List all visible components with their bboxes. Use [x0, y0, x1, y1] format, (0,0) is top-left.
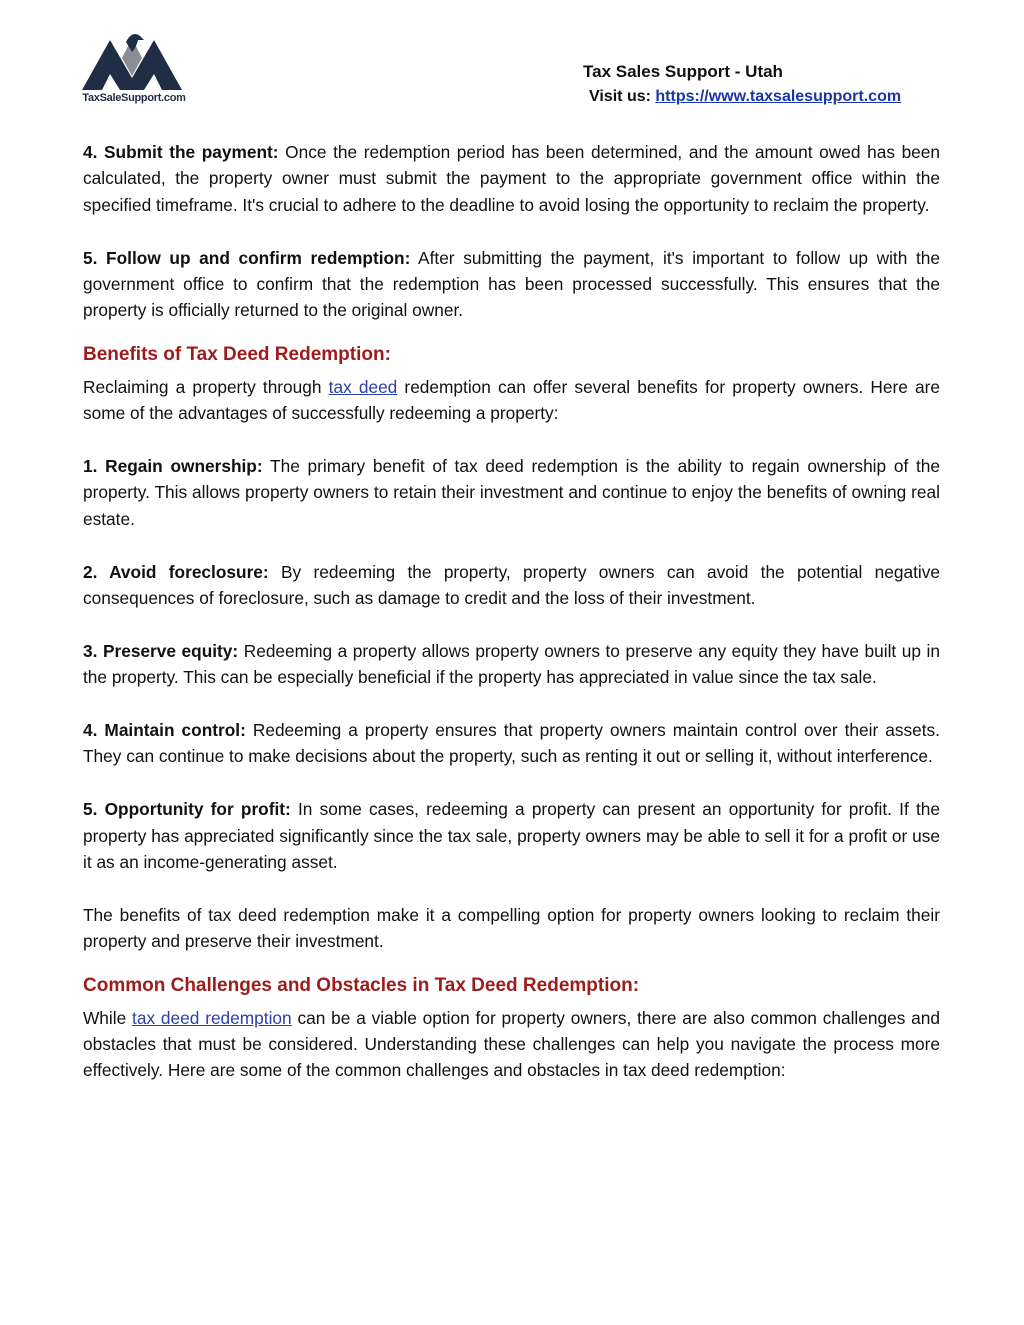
benefit-item: 5. Opportunity for profit: In some cases, redeeming a property can present an opportunity for profit. If the property has appreciated significantly since the tax sale, property owners may be able to sell it for a profit or use it as an income-generating asset.	[83, 799, 940, 873]
header-visit	[589, 88, 941, 106]
step-4-paragraph: 4. Submit the payment: Once the redemption period has been determined, and the amount owed has been calculated, the property owner must submit the payment to the appropriate government office within the specified timeframe. It's crucial to adhere to the deadline to avoid losing the opportunity to reclaim the property.	[83, 142, 941, 215]
step-label: 5. Follow up and confirm redemption:	[83, 247, 411, 268]
eagle-mountain-logo-icon	[82, 30, 186, 92]
benefit-item: 4. Maintain control: Redeeming a property ensures that property owners maintain control over their assets. They can continue to make decisions about the property, such as renting it out or selling it, without interference.	[83, 720, 940, 767]
challenges-heading: Common Challenges and Obstacles in Tax Deed Redemption:	[83, 974, 640, 996]
benefits-intro: Reclaiming a property through tax deed redemption can offer several benefits for property owners. Here are some of the advantages of successfully redeeming a property:	[83, 376, 940, 424]
benefit-item: 3. Preserve equity: Redeeming a property allows property owners to preserve any equity they have built up in the property. This can be especially beneficial if the property has appreciated in value since the tax sale.	[83, 640, 940, 688]
step-label: 4. Submit the payment:	[83, 142, 279, 162]
benefits-conclusion: The benefits of tax deed redemption make it a compelling option for property owners looking to reclaim their property and preserve their investment.	[83, 904, 940, 952]
benefit-item: 2. Avoid foreclosure: By redeeming the property, property owners can avoid the potential negative consequences of foreclosure, such as damage to credit and the loss of their investment.	[83, 561, 940, 609]
tax-deed-link[interactable]: tax deed	[328, 376, 398, 397]
benefits-heading: Benefits of Tax Deed Redemption:	[83, 343, 391, 365]
company-logo	[82, 30, 186, 110]
step-5-paragraph: 5. Follow up and confirm redemption: After submitting the payment, it's important to follow up with the government office to confirm that the redemption has been processed successfully. This ensures that the property is officially returned to the original owner.	[83, 247, 940, 321]
website-link[interactable]: https://www.taxsalesupport.com	[655, 88, 902, 105]
header-title: Tax Sales Support - Utah	[583, 62, 783, 81]
document-body	[83, 139, 940, 1084]
logo-text: TaxSaleSupport.com	[82, 92, 186, 104]
page-header	[581, 62, 941, 106]
visit-label: Visit us:	[589, 88, 651, 105]
challenges-intro: While tax deed redemption can be a viable option for property owners, there are also common challenges and obstacles that must be considered. Understanding these challenges can help you navigate the process more effectively. Here are some of the common challenges and obstacles in tax deed redemption:	[83, 1007, 941, 1081]
benefit-item: 1. Regain ownership: The primary benefit of tax deed redemption is the ability to regain ownership of the property. This allows property owners to retain their investment and continue to enjoy the benefits of owning real estate.	[83, 456, 940, 529]
tax-deed-redemption-link[interactable]: tax deed redemption	[132, 1007, 292, 1028]
